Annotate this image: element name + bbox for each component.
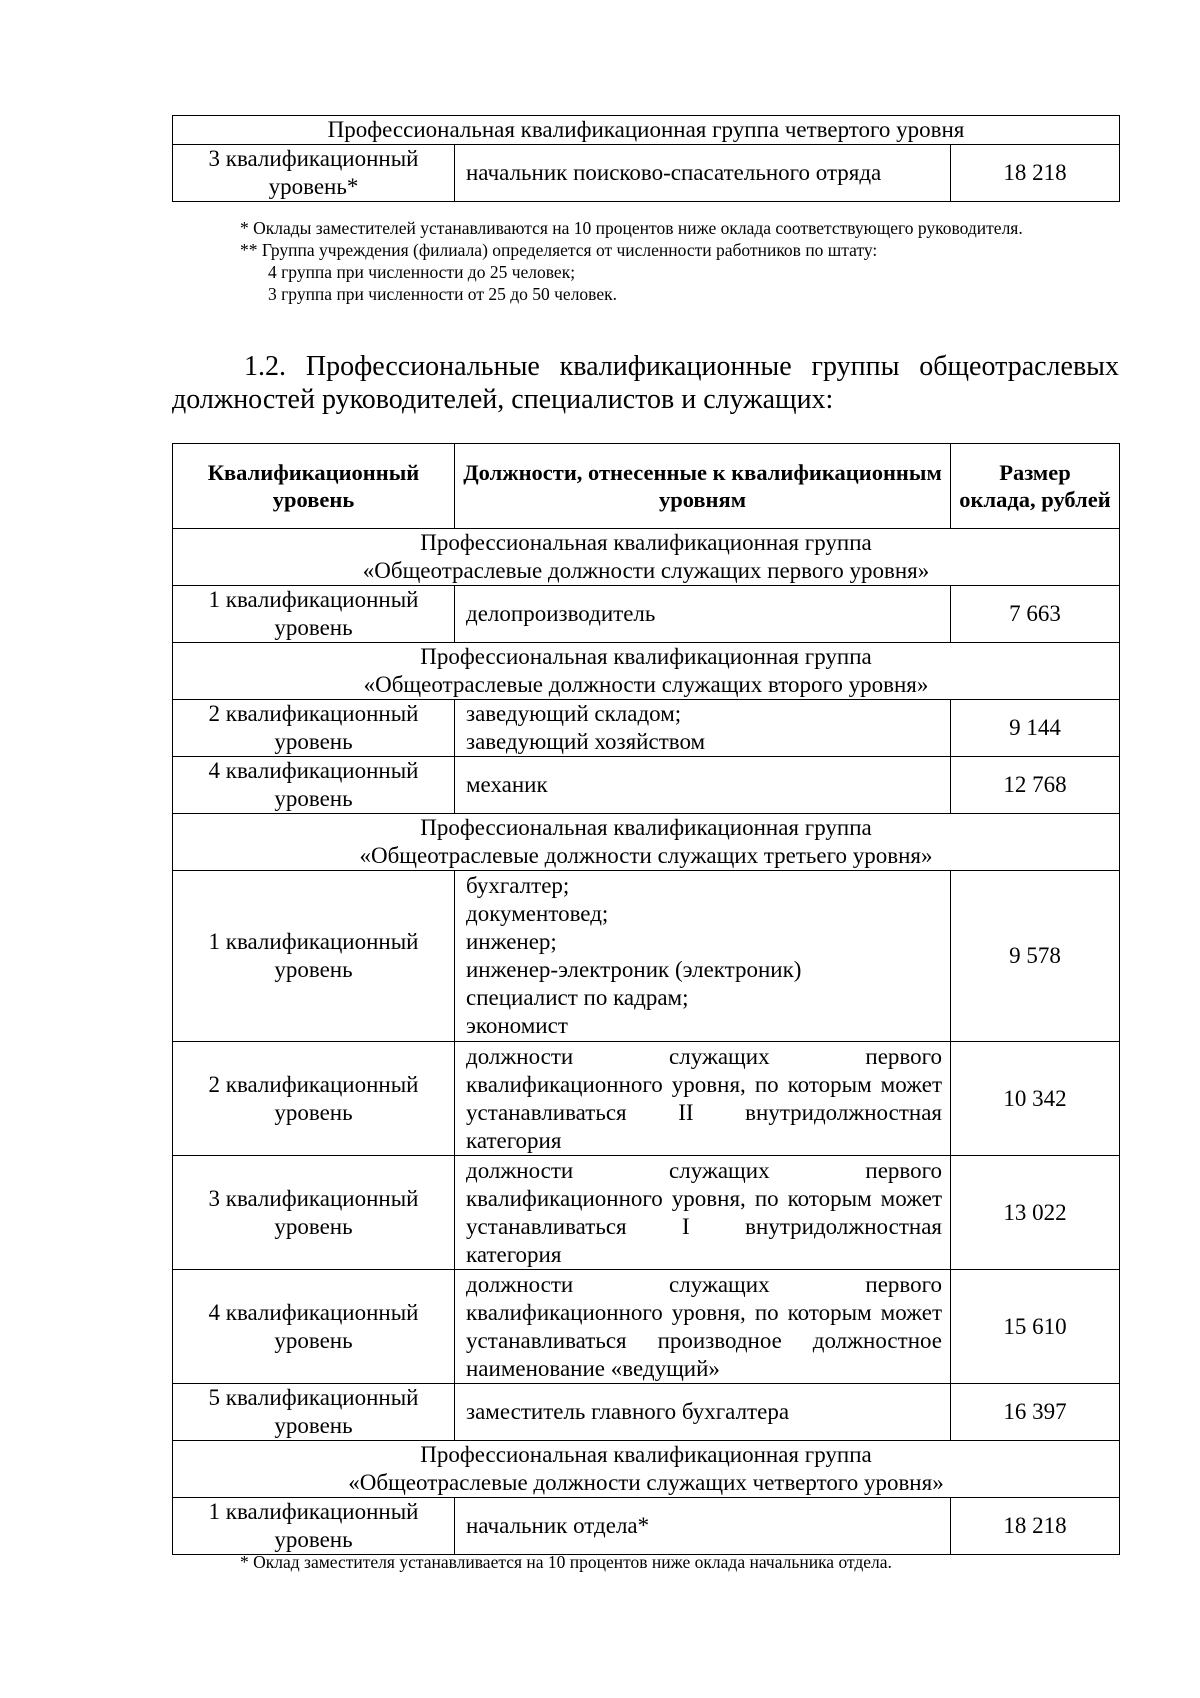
- level-cell: 3 квалификационный уровень*: [173, 145, 455, 202]
- position-cell: делопроизводитель: [455, 586, 951, 643]
- salary-cell: 7 663: [951, 586, 1120, 643]
- level-cell: 1 квалификационный уровень: [173, 586, 455, 643]
- group-subtitle: «Общеотраслевые должности служащих первого уровня»: [362, 558, 930, 583]
- level-cell: 2 квалификационный уровень: [173, 1042, 455, 1156]
- salary-cell: 10 342: [951, 1042, 1120, 1156]
- table-row: [173, 1498, 1120, 1555]
- level-cell: 3 квалификационный уровень: [173, 1156, 455, 1270]
- position-cell: начальник отдела*: [455, 1498, 951, 1555]
- position-cell: механик: [455, 757, 951, 814]
- level-cell: 2 квалификационный уровень: [173, 700, 455, 757]
- level-cell: 4 квалификационный уровень: [173, 1270, 455, 1384]
- table-header-row: [173, 444, 1120, 529]
- table-row: [173, 1270, 1120, 1384]
- group-subtitle: «Общеотраслевые должности служащих третьего уровня»: [359, 843, 933, 868]
- salary-cell: 12 768: [951, 757, 1120, 814]
- salary-cell: 16 397: [951, 1384, 1120, 1441]
- salary-cell: 9 578: [951, 871, 1120, 1042]
- note-group-4: 4 группа при численности до 25 человек;: [268, 262, 576, 282]
- level-cell: 1 квалификационный уровень: [173, 1498, 455, 1555]
- table-row: [173, 871, 1120, 1042]
- level-cell: 5 квалификационный уровень: [173, 1384, 455, 1441]
- position-cell: заместитель главного бухгалтера: [455, 1384, 951, 1441]
- position-cell: должности служащих первого квалификационного уровня, по которым может устанавливаться I внутридолжностная категория: [455, 1156, 951, 1270]
- salary-cell: 13 022: [951, 1156, 1120, 1270]
- level-cell: 1 квалификационный уровень: [173, 871, 455, 1042]
- note-group-3: 3 группа при численности от 25 до 50 человек.: [268, 284, 617, 304]
- group-title: Профессиональная квалификационная группа четвертого уровня: [173, 116, 1120, 145]
- group-row: [173, 1441, 1120, 1498]
- position-cell: заведующий складом; заведующий хозяйством: [455, 700, 951, 757]
- salary-cell: 15 610: [951, 1270, 1120, 1384]
- table-row: [173, 586, 1120, 643]
- qualification-table-fourth-level: [172, 115, 1120, 202]
- header-positions: Должности, отнесенные к квалификационным уровням: [455, 444, 951, 529]
- header-level: Квалификационный уровень: [173, 444, 455, 529]
- note-group-definition: ** Группа учреждения (филиала) определяется от численности работников по штату:: [240, 240, 878, 260]
- group-title: Профессиональная квалификационная группа: [420, 815, 872, 840]
- qualification-table-general: [172, 443, 1120, 1555]
- position-cell: должности служащих первого квалификационного уровня, по которым может устанавливаться II внутридолжностная категория: [455, 1042, 951, 1156]
- table-row: [173, 1384, 1120, 1441]
- table-row: [173, 757, 1120, 814]
- group-subtitle: «Общеотраслевые должности служащих четвертого уровня»: [348, 1470, 944, 1495]
- salary-cell: 9 144: [951, 700, 1120, 757]
- footnote-deputy-head: * Оклад заместителя устанавливается на 10 процентов ниже оклада начальника отдела.: [240, 1552, 892, 1572]
- note-deputies: * Оклады заместителей устанавливаются на 10 процентов ниже оклада соответствующего руководителя.: [240, 218, 1023, 238]
- table1-notes: [172, 217, 1119, 305]
- level-cell: 4 квалификационный уровень: [173, 757, 455, 814]
- table-row: [173, 700, 1120, 757]
- salary-cell: 18 218: [951, 145, 1120, 202]
- group-title: Профессиональная квалификационная группа: [420, 530, 872, 555]
- position-cell: начальник поисково-спасательного отряда: [455, 145, 951, 202]
- group-subtitle: «Общеотраслевые должности служащих второго уровня»: [363, 672, 929, 697]
- salary-cell: 18 218: [951, 1498, 1120, 1555]
- position-cell: должности служащих первого квалификационного уровня, по которым может устанавливаться производное должностное наименование «ведущий»: [455, 1270, 951, 1384]
- group-title: Профессиональная квалификационная группа: [420, 644, 872, 669]
- table-row: [173, 1042, 1120, 1156]
- group-row: [173, 814, 1120, 871]
- position-cell: бухгалтер; документовед; инженер; инженер-электроник (электроник) специалист по кадрам; экономист: [455, 871, 951, 1042]
- group-row: [173, 529, 1120, 586]
- section-heading: 1.2. Профессиональные квалификационные группы общеотраслевых должностей руководителей, специалистов и служащих:: [172, 351, 1119, 415]
- group-row: [173, 643, 1120, 700]
- header-salary: Размер оклада, рублей: [951, 444, 1120, 529]
- group-title: Профессиональная квалификационная группа: [420, 1442, 872, 1467]
- table-row: [173, 1156, 1120, 1270]
